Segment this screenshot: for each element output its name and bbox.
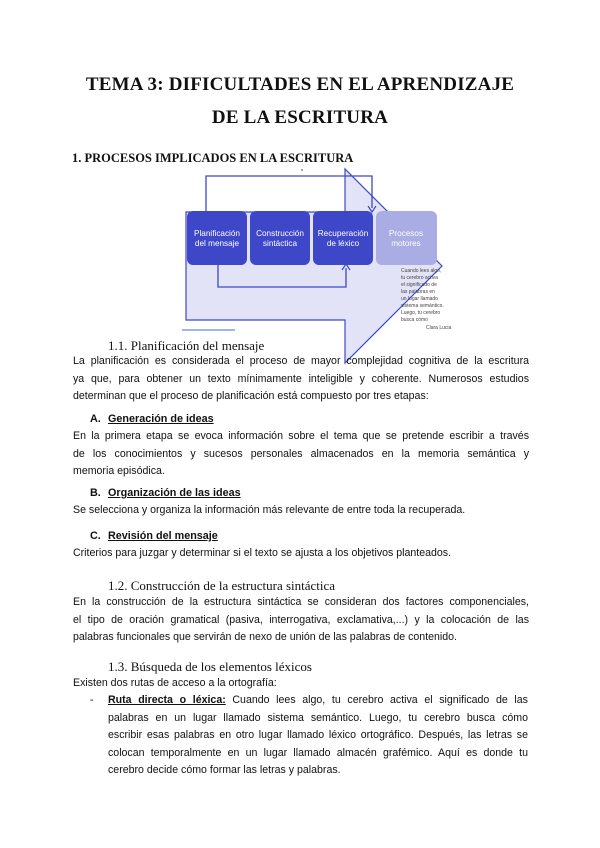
paragraph-planificacion [73, 353, 529, 406]
subheading-1-3: 1.3. Búsqueda de los elementos léxicos [108, 659, 312, 674]
text-line: escribir esas palabras en otro lugar llamado léxico ortográfico. Después, las letras se [108, 729, 528, 741]
paragraph-rutas-intro [73, 675, 529, 693]
box-3-label-1: Recuperación [317, 229, 369, 238]
item-b-heading: B. Organización de las ideas [90, 487, 241, 499]
text-line: determinan que el proceso de planificación está compuesto por tres etapas: [73, 390, 429, 402]
text-line: Ruta directa o léxica: Cuando lees algo, tu cerebro activa el significado de las [108, 694, 528, 706]
paragraph-item-b [73, 502, 529, 520]
box-2-label-1: Construcción [256, 229, 304, 238]
box-procesos [376, 211, 437, 265]
box-planificacion [187, 211, 247, 265]
note-signature: Clara Lucia [426, 325, 452, 331]
text-line: el tipo de oración gramatical (pasiva, interrogativa, exclamativa,...) y la colocación de las [73, 613, 529, 626]
section-heading-procesos: 1. PROCESOS IMPLICADOS EN LA ESCRITURA [72, 151, 354, 165]
box-2-label-2: sintáctica [262, 239, 298, 248]
note-line: busca cómo [401, 317, 428, 323]
note-line: Cuando lees algo, [401, 268, 442, 274]
doc-title-line1: TEMA 3: DIFICULTADES EN EL APRENDIZAJE [85, 74, 515, 95]
text-line: ya que, para obtener un texto mínimamente inteligible y coherente. Numerosos estudios [73, 372, 529, 385]
note-line: sistema semántico. [401, 303, 444, 309]
text-line: La planificación es considerada el proceso de mayor complejidad cognitiva de la escritura [73, 355, 529, 367]
note-line: las palabras en [401, 289, 435, 295]
item-c-heading: C. Revisión del mensaje [90, 530, 218, 542]
box-1-label-1: Planificación [194, 229, 240, 238]
note-line: un lugar llamado [401, 296, 438, 302]
text-line: Criterios para juzgar y determinar si el texto se ajusta a los objetivos planteados. [73, 547, 452, 559]
box-1-label-2: del mensaje [194, 239, 240, 248]
text-line: En la construcción de la estructura sintáctica se consideran dos factores componenciales, [73, 596, 529, 608]
bullet-marker: - [90, 694, 94, 706]
text-line: palabras en un lugar llamado sistema semántico. Luego, tu cerebro busca cómo [108, 711, 528, 724]
note-line: el significado de [401, 282, 437, 288]
box-recuperacion [313, 211, 373, 265]
diagram-dot [301, 169, 303, 171]
text-line: Existen dos rutas de acceso a la ortografía: [73, 677, 277, 689]
paragraph-sintactica [73, 594, 529, 647]
text-line: memoria episódica. [73, 465, 165, 477]
text-line: En la primera etapa se evoca información sobre el tema que se pretende escribir a través [73, 430, 529, 442]
item-a-heading: A. Generación de ideas [90, 413, 214, 425]
subheading-1-1: 1.1. Planificación del mensaje [108, 338, 265, 353]
text-line: Se selecciona y organiza la información más relevante de entre toda la recuperada. [73, 504, 466, 516]
text-line: palabras funcionales que servirán de nexo de unión de las palabras de contenido. [73, 631, 457, 643]
diagram-arrow-shape [186, 169, 442, 363]
text-line: colocan temporalmente en un lugar llamado almacén grafémico. Aquí es donde tu [108, 746, 528, 759]
box-4-label-2: motores [391, 239, 421, 248]
text-line: de los conocimientos y sucesos personales almacenados en la memoria semántica y [73, 447, 529, 460]
box-3-label-2: de léxico [326, 239, 360, 248]
box-4-label-1: Procesos [388, 229, 424, 238]
subheading-1-2: 1.2. Construcción de la estructura sintáctica [108, 578, 336, 593]
paragraph-item-a [73, 428, 529, 481]
note-line: Luego, tu cerebro [401, 310, 441, 316]
bullet-ruta-directa [108, 692, 528, 780]
text-line: cerebro decide cómo formar las letras y palabras. [108, 764, 341, 776]
note-line: tu cerebro activa [401, 275, 438, 281]
box-construccion [250, 211, 310, 265]
doc-title-line2: DE LA ESCRITURA [211, 107, 389, 128]
diagram-note [401, 268, 452, 331]
paragraph-item-c [73, 545, 529, 563]
